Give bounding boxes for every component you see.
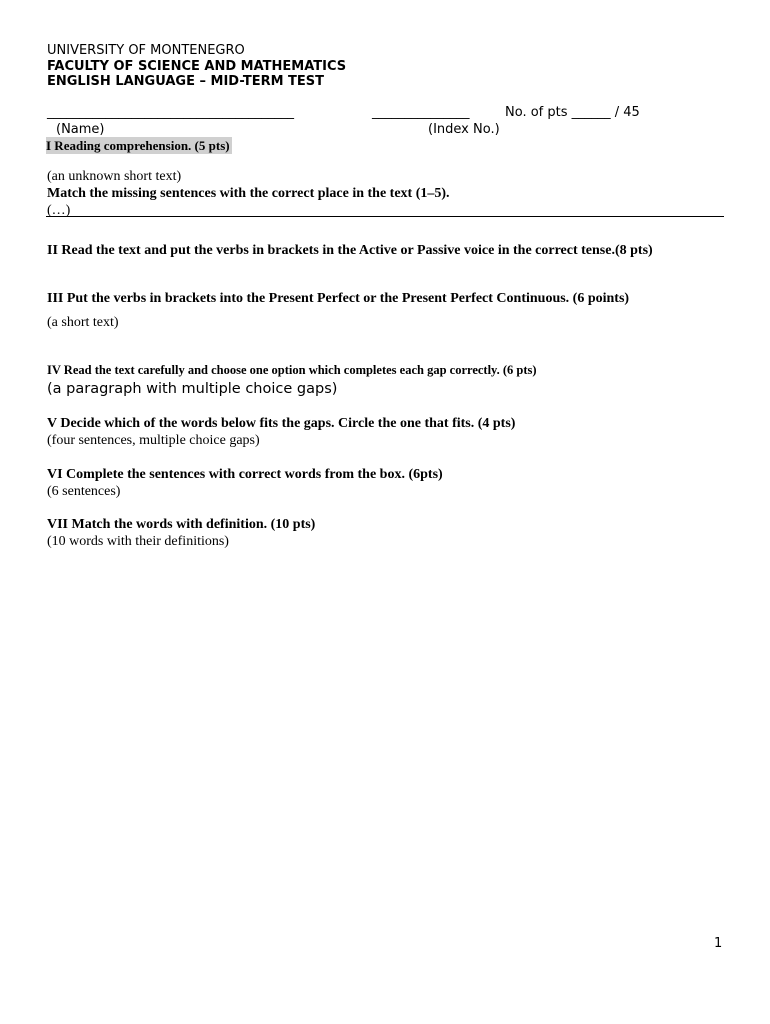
section-6-desc: (6 sentences) — [47, 484, 121, 499]
section-7-title: VII Match the words with definition. (10 pts) — [47, 517, 316, 532]
university-name: UNIVERSITY OF MONTENEGRO — [47, 43, 245, 58]
section-6-title: VI Complete the sentences with correct words from the box. (6pts) — [47, 467, 443, 482]
name-label: (Name) — [56, 122, 105, 137]
test-title: ENGLISH LANGUAGE – MID-TERM TEST — [47, 74, 325, 89]
name-line: ______________________________________ — [47, 105, 294, 120]
page-number: 1 — [714, 936, 723, 951]
section-2-title: II Read the text and put the verbs in brackets in the Active or Passive voice in the correct tense.(8 pts) — [47, 243, 653, 258]
index-label: (Index No.) — [428, 122, 500, 137]
index-line: _______________ — [372, 105, 470, 120]
section-4-desc: (a paragraph with multiple choice gaps) — [47, 381, 338, 397]
section-3-title: III Put the verbs in brackets into the Present Perfect or the Present Perfect Continuous. (6 points) — [47, 291, 630, 306]
section-1-text: (an unknown short text) — [47, 169, 182, 184]
section-1-instruction: Match the missing sentences with the correct place in the text (1–5). — [47, 186, 450, 201]
section-divider — [46, 216, 724, 217]
points-total: No. of pts ______ / 45 — [505, 105, 640, 120]
section-4-title: IV Read the text carefully and choose one option which completes each gap correctly. (6 pts) — [47, 363, 537, 377]
section-5-title: V Decide which of the words below fits the gaps. Circle the one that fits. (4 pts) — [47, 416, 516, 431]
section-3-desc: (a short text) — [47, 315, 119, 330]
section-5-desc: (four sentences, multiple choice gaps) — [47, 433, 260, 448]
section-1-ellipsis: (…) — [47, 203, 71, 218]
faculty-name: FACULTY OF SCIENCE AND MATHEMATICS — [47, 59, 347, 74]
section-1-title: I Reading comprehension. (5 pts) — [46, 138, 230, 153]
section-7-desc: (10 words with their definitions) — [47, 534, 229, 549]
